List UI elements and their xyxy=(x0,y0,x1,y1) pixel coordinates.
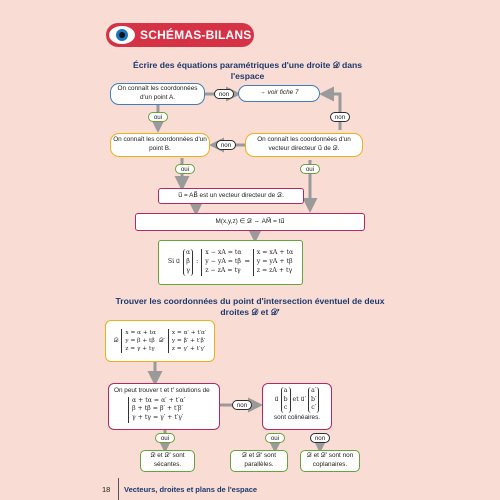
banner-title: SCHÉMAS-BILANS xyxy=(140,28,252,42)
box-m-condition: M(x,y,z) ∈ 𝒟 ⇔ AM⃗ = tu⃗ xyxy=(135,213,365,231)
banner xyxy=(106,23,254,47)
system-t-tprime: α + tα = α′ + t′α′ β + tβ = β′ + t′β′ γ + tγ = γ′ + t′γ′ xyxy=(128,397,214,423)
section2-title: Trouver les coordonnées du point d'intersection éventuel de deux droites 𝒟 et 𝒟′ xyxy=(115,296,385,317)
equations-b: x = xA + tα y = yA + tβ z = zA + tγ xyxy=(253,249,293,275)
sys-prefix: Si u⃗ xyxy=(167,258,180,266)
box-colinear xyxy=(262,383,332,430)
oui-label-4: oui xyxy=(155,433,175,443)
box-point-a: On connaît les coordonnées d'un point A. xyxy=(110,83,205,105)
vector-u: a b c xyxy=(281,387,291,413)
see-sheet-box xyxy=(238,85,320,102)
line-d-label: 𝒟 xyxy=(113,337,119,344)
system-d: x = α + tα y = β + tβ z = γ + tγ xyxy=(121,329,156,353)
box-point-b: On connaît les coordonnées d'un point B. xyxy=(110,133,210,157)
result-noncoplanar: 𝒟 et 𝒟′ sont non coplanaires. xyxy=(300,450,360,472)
non-label-1: non xyxy=(214,89,234,99)
chapter-title: Vecteurs, droites et plans de l'espace xyxy=(124,485,258,494)
non-label-4: non xyxy=(232,400,252,410)
box-solve-system xyxy=(108,383,220,430)
oui-label-2: oui xyxy=(175,164,195,174)
box-two-lines xyxy=(105,320,215,362)
box-direction-vector: On connaît les coordonnées d'un vecteur directeur u⃗ de 𝒟. xyxy=(245,133,363,157)
oui-label-5: oui xyxy=(265,433,285,443)
oui-label-3: oui xyxy=(300,164,320,174)
non-label-5: non xyxy=(310,433,330,443)
system-d2: x = α′ + t′α′ y = β′ + t′β′ z = γ′ + t′γ′ xyxy=(168,329,206,353)
result-secant: 𝒟 et 𝒟′ sont sécantes. xyxy=(140,450,195,472)
footer-divider xyxy=(118,478,119,500)
eye-icon xyxy=(109,26,135,44)
and-label: et u⃗′ xyxy=(292,395,306,403)
non-label-2: non xyxy=(330,112,350,122)
non-label-3: non xyxy=(216,140,236,150)
page-number: 18 xyxy=(102,485,111,494)
result-parallel: 𝒟 et 𝒟′ sont parallèles. xyxy=(230,450,288,472)
colinear-text: sont colinéaires. xyxy=(273,414,321,422)
oui-label-1: oui xyxy=(148,112,168,122)
see-sheet-link: → voir fiche 7 xyxy=(259,89,299,97)
equations-a: x − xA = tα y − yA = tβ z − zA = tγ xyxy=(201,249,241,275)
section1-title: Écrire des équations paramétriques d'une droite 𝒟 dans l'espace xyxy=(132,60,363,81)
vector-u2: a′ b′ c′ xyxy=(308,387,319,413)
vector-u-column: α β γ xyxy=(183,249,193,275)
solve-intro: On peut trouver t et t′ solutions de xyxy=(114,387,210,394)
vec-u-label: u⃗ xyxy=(274,395,279,403)
line-d2-label: 𝒟′ xyxy=(158,337,165,344)
box-ab-vector: u⃗ = AB⃗ est un vecteur directeur de 𝒟. xyxy=(158,188,304,204)
box-parametric-system: Si u⃗ α β γ : x − xA = tα y − yA = tβ z − zA = tγ ⇔ x = xA + tα y = yA + tβ z = zA + tγ xyxy=(158,240,303,285)
